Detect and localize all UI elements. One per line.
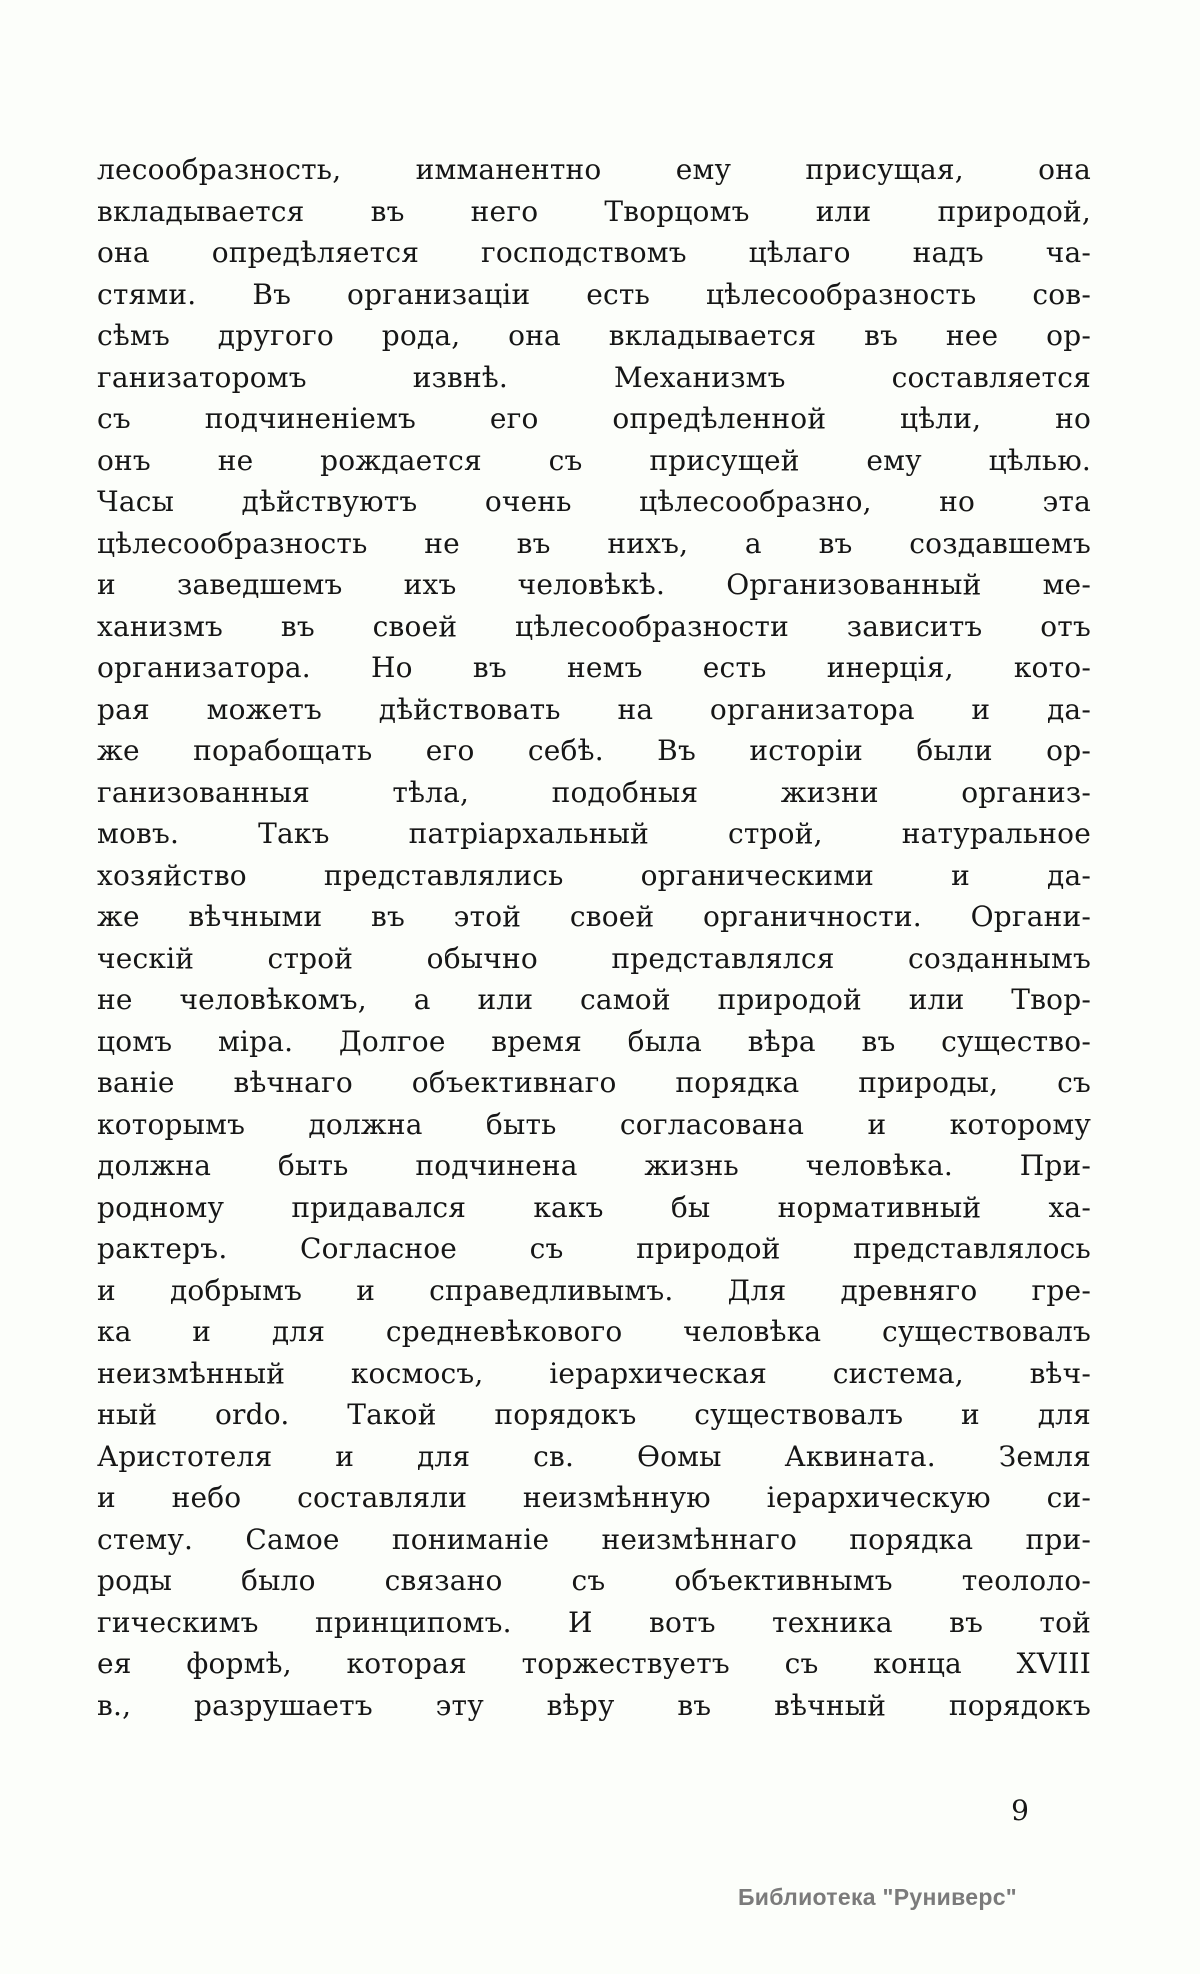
text-line: же вѣчными въ этой своей органичности. Органи- bbox=[97, 900, 1091, 933]
text-line: ганизованныя тѣла, подобныя жизни организ- bbox=[97, 775, 1091, 809]
text-line: и добрымъ и справедливымъ. Для древняго гре- bbox=[97, 1273, 1091, 1307]
text-line: рая можетъ дѣйствовать на организатора и да- bbox=[97, 692, 1091, 726]
text-line: вкладывается въ него Творцомъ или природой, bbox=[97, 194, 1091, 228]
text-line: же порабощать его себѣ. Въ исторіи были ор- bbox=[97, 734, 1091, 767]
library-watermark: Библиотека "Руниверс" bbox=[737, 1884, 1017, 1910]
text-line: роды было связано съ объективнымъ теололо- bbox=[97, 1564, 1091, 1597]
text-line: должна быть подчинена жизнь человѣка. При- bbox=[97, 1149, 1091, 1182]
text-line: цѣлесообразность не въ нихъ, а въ создавшемъ bbox=[97, 526, 1091, 560]
text-line: и небо составляли неизмѣнную іерархическую си- bbox=[97, 1481, 1091, 1514]
text-line: организатора. Но въ немъ есть инерція, кото- bbox=[97, 651, 1091, 684]
text-line: ка и для средневѣкового человѣка существовалъ bbox=[97, 1315, 1091, 1348]
text-line: родному придавался какъ бы нормативный ха- bbox=[97, 1190, 1091, 1224]
text-line: сѣмъ другого рода, она вкладывается въ нее ор- bbox=[97, 319, 1091, 352]
text-line: цомъ міра. Долгое время была вѣра въ существо- bbox=[97, 1024, 1091, 1058]
text-line: Аристотеля и для св. Ѳомы Аквината. Земля bbox=[97, 1439, 1091, 1473]
text-line: лесообразность, имманентно ему присущая, она bbox=[97, 153, 1091, 186]
text-line: она опредѣляется господствомъ цѣлаго надъ ча- bbox=[97, 236, 1091, 269]
text-line: в., разрушаетъ эту вѣру въ вѣчный порядокъ bbox=[97, 1688, 1091, 1722]
text-line: Часы дѣйствуютъ очень цѣлесообразно, но эта bbox=[97, 485, 1091, 518]
text-line: хозяйство представлялись органическими и да- bbox=[97, 858, 1091, 892]
text-line: ея формѣ, которая торжествуетъ съ конца XVIII bbox=[97, 1647, 1091, 1680]
text-line: гическимъ принципомъ. И вотъ техника въ той bbox=[97, 1605, 1091, 1639]
text-line: рактеръ. Согласное съ природой представлялось bbox=[97, 1232, 1091, 1265]
text-line: ческій строй обычно представлялся созданнымъ bbox=[97, 941, 1091, 975]
text-line: ханизмъ въ своей цѣлесообразности зависитъ отъ bbox=[97, 609, 1091, 643]
text-line: которымъ должна быть согласована и которому bbox=[97, 1107, 1091, 1141]
text-line: не человѣкомъ, а или самой природой или Твор- bbox=[97, 983, 1091, 1016]
text-line: неизмѣнный космосъ, іерархическая система, вѣч- bbox=[97, 1356, 1091, 1390]
text-line: онъ не рождается съ присущей ему цѣлью. bbox=[97, 443, 1091, 477]
text-line: мовъ. Такъ патріархальный строй, натуральное bbox=[97, 817, 1091, 850]
page-number: 9 bbox=[1011, 1794, 1029, 1827]
body-text bbox=[97, 149, 1091, 1726]
text-line: стему. Самое пониманіе неизмѣннаго порядка при- bbox=[97, 1522, 1091, 1556]
text-line: стями. Въ организаціи есть цѣлесообразность сов- bbox=[97, 277, 1091, 311]
text-line: ганизаторомъ извнѣ. Механизмъ составляется bbox=[97, 360, 1091, 394]
text-line: ный ordo. Такой порядокъ существовалъ и для bbox=[97, 1398, 1091, 1431]
text-line: и заведшемъ ихъ человѣкѣ. Организованный ме- bbox=[97, 568, 1091, 601]
text-line: ваніе вѣчнаго объективнаго порядка природы, съ bbox=[97, 1066, 1091, 1099]
text-line: съ подчиненіемъ его опредѣленной цѣли, но bbox=[97, 402, 1091, 435]
